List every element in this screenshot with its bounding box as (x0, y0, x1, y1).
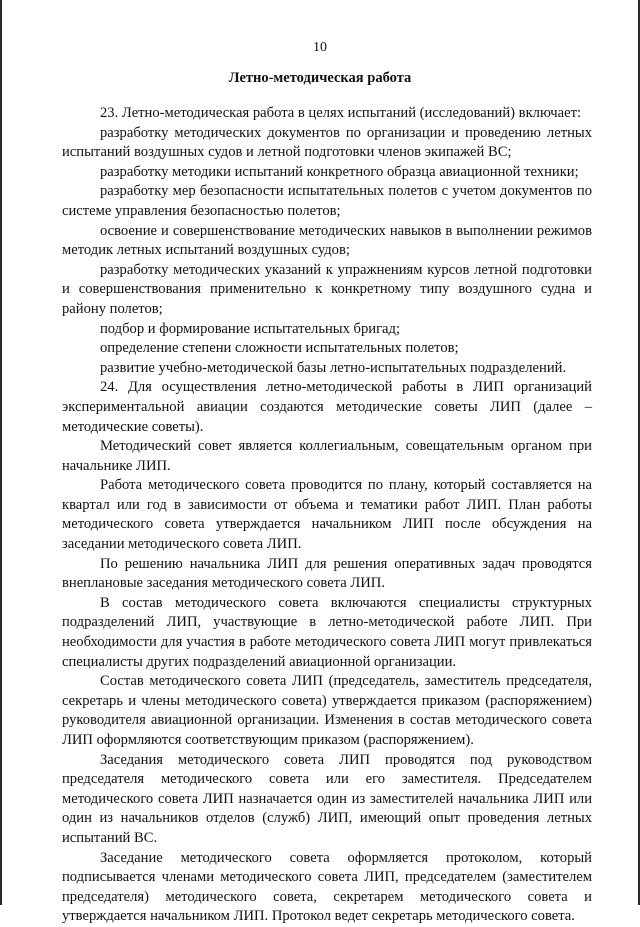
page-number: 10 (313, 40, 327, 55)
document-body (62, 104, 592, 927)
paragraph: Заседание методического совета оформляется протоколом, который подписывается членами методического совета ЛИП, председателем (заместителем председателя) методического совета, секретарем методического совета и утверждается начальником ЛИП. Протокол ведет секретарь методического совета. (62, 849, 592, 925)
section-heading: Летно-методическая работа (228, 70, 412, 86)
list-item: подбор и формирование испытательных бригад; (100, 320, 401, 337)
paragraph: Состав методического совета ЛИП (председатель, заместитель председателя, секретарь и члены методического совета) утверждается приказом (распоряжением) руководителя авиационной организации. Изменения в состав методического совета ЛИП оформляются соответствующим приказом (распоряжением). (62, 673, 592, 748)
scan-edge-left (0, 0, 2, 905)
list-item: определение степени сложности испытательных полетов; (100, 340, 459, 357)
paragraph: Методический совет является коллегиальным, совещательным органом при начальнике ЛИП. (62, 438, 592, 474)
list-item: разработку методических указаний к упражнениям курсов летной подготовки и совершенствования применительно к конкретному типу воздушного судна и району полетов; (62, 261, 592, 317)
paragraph-24: 24. Для осуществления летно-методической работы в ЛИП организаций экспериментальной авиации создаются методические советы ЛИП (далее – методические советы). (62, 379, 592, 435)
list-item: разработку методики испытаний конкретного образца авиационной техники; (100, 163, 579, 180)
paragraph: По решению начальника ЛИП для решения оперативных задач проводятся внеплановые заседания методического совета ЛИП. (62, 555, 592, 592)
paragraph-23-intro: 23. Летно-методическая работа в целях испытаний (исследований) включает: (100, 105, 582, 121)
paragraph: Заседания методического совета ЛИП проводятся под руководством председателя методического совета или его заместителя. Председателем методического совета ЛИП назначается один из заместителей начальника ЛИП или один из начальников отделов (служб) ЛИП, имеющий опыт проведения летных испытаний ВС. (62, 751, 592, 846)
paragraph: В состав методического совета включаются специалисты структурных подразделений ЛИП, участвующие в летно-методической работе ЛИП. При необходимости для участия в работе методического совета ЛИП могут привлекаться специалисты других подразделений авиационной организации. (62, 594, 592, 670)
list-item: разработку методических документов по организации и проведению летных испытаний воздушных судов и летной подготовки членов экипажей ВС; (62, 124, 592, 161)
paragraph: Работа методического совета проводится по плану, который составляется на квартал или год в зависимости от объема и тематики работ ЛИП. План работы методического совета утверждается начальником ЛИП после обсуждения на заседании методического совета ЛИП. (62, 477, 592, 553)
list-item: развитие учебно-методической базы летно-испытательных подразделений. (100, 359, 567, 376)
list-item: освоение и совершенствование методических навыков в выполнении режимов методик летных испытаний воздушных судов; (62, 222, 592, 259)
list-item: разработку мер безопасности испытательных полетов с учетом документов по системе управления безопасностью полетов; (62, 183, 592, 219)
